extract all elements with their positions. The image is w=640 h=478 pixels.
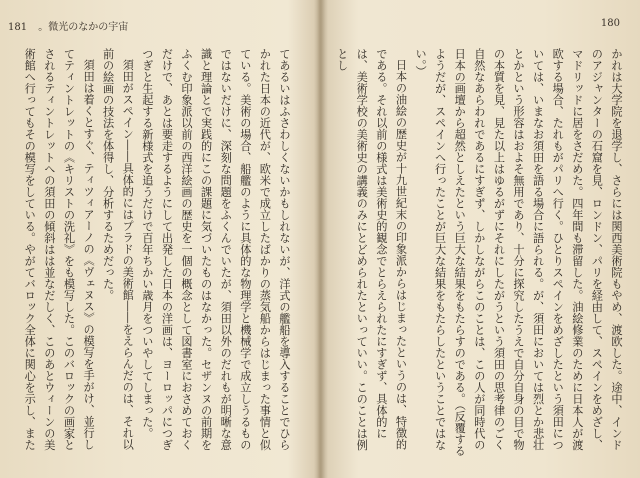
right-page-number: 180 bbox=[600, 18, 620, 29]
left-paragraph: 須田がスペイン――具体的にはプラドの美術館――をえらんだのは、それ以前の絵画の技法を体得し、分析するためだった。 bbox=[101, 48, 135, 451]
book-gutter bbox=[314, 0, 328, 478]
right-page-body bbox=[335, 48, 626, 458]
left-paragraph: 須田は着くとすぐ、ティツィアーノの《ヴェヌス》の模写を手がけ、並行してティントレットの《キリストの洗礼》をも模写した。このバロックの画家とされるティントレットへの須田の傾斜はは並なだしく、このあとウィーンの美術館へ行ってもその模写をしている。やがてバロック全体に関心を示し、また bbox=[23, 48, 96, 451]
left-page-number: 181 bbox=[8, 22, 28, 33]
left-running-head: 。微光のなかの宇宙 bbox=[38, 22, 129, 33]
left-paragraph: てあるいはふさわしくないかもしれないが、洋式の艦船を導入することでひらかれた日本の近代が、欧米で成立したばかりの蒸気船からはじまった事情と似ている。美術の場合、船艦のように具体的な物理学と機械学で成立しうるものではないだけに、深刻な問題をふくんでいたが、須田以外のだれもが明晰な意識と理論とで実践的にこの課題に気づいたものはなかった。セザンヌの前期をふくむ印象派以前の西洋絵画の歴史を一個の概念として図書室におさめておくだけで、あとは要走するようにして出発した日本の洋画は、ヨーロッパにつぎつぎと生起する新様式を追うだけで百年ちかい歳月をついやしてしまった。 bbox=[140, 48, 291, 451]
left-page-header bbox=[8, 18, 128, 33]
right-paragraph: 日本の油絵の歴史が十九世紀末の印象派からはじまったというのは、特徴的である。それ以前の様式は美術史的観念でとらえられたにすぎず、具体的には、美術学校の美術史の講義のみにとどめられたといっていい。このことは例とし bbox=[335, 48, 408, 451]
right-paragraph: かれは大学院を退学し、さらには関西美術院もやめ、渡欧した。途中、インドのアジャンターの石窟を見、ロンドン、パリを経由して、スペインをめざし、マドリッドに居をさだめた。四年間も滞留した。油絵修業のために日本人が渡欧する場合、たれもがパリへ行く。ひとりスペインをめざしたという須田については、いまなお須田を語る場合に語られる。が、須田においては烈とか悲壮とかという形容はおよそ無用であり、十分に探究したうえで自分自身の目で物の本質を見、見た以上はゆるがずにそれにしたがうという須田の思考律のごく自然なあらわれであるにすぎず、しかしながらこのことは、この人が同時代の日本の画壇から超然としえたという巨大な結果をもたらすのである。（反覆するようだが、スペインへ行ったことが巨大な結果をもたらしたということではない。） bbox=[414, 48, 623, 457]
left-page-body bbox=[23, 48, 294, 458]
